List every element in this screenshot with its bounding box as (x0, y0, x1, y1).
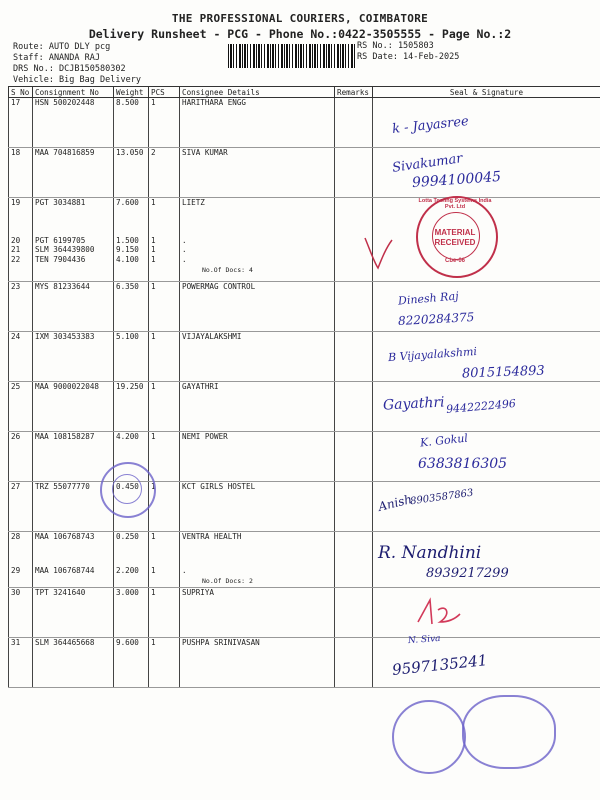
vehicle-label: Vehicle: Big Bag Delivery (13, 75, 141, 85)
consignment-number-cell (33, 532, 114, 588)
pieces-cell (149, 332, 180, 382)
pieces-cell (149, 282, 180, 332)
consignee-name-cell (180, 98, 335, 148)
table-row (9, 282, 600, 332)
table-row (9, 148, 600, 198)
pieces: 1 (151, 482, 156, 491)
serial-number-cell (9, 532, 33, 588)
col-header-consignment: Consignment No (33, 87, 114, 98)
consignee-name: VENTRA HEALTH (182, 532, 242, 541)
pieces: 1 (151, 565, 156, 575)
consignee-name: SUPRIYA (182, 587, 215, 597)
signature: Anish (376, 492, 414, 514)
consignment-number-cell (33, 332, 114, 382)
company-title: THE PROFESSIONAL COURIERS, COIMBATORE (171, 12, 429, 25)
serial-number: 20 (11, 235, 21, 245)
table-row (9, 98, 600, 148)
signature: k - Jayasree (391, 114, 470, 137)
seal-line2: RECEIVED (434, 238, 476, 247)
consignment-number: MAA 106768743 (35, 532, 95, 541)
pieces: 2 (151, 148, 156, 157)
serial-number: 26 (11, 432, 21, 441)
consignee-name: NEMI POWER (182, 432, 228, 441)
remarks-cell (335, 98, 373, 148)
tick-mark (360, 230, 400, 275)
serial-number: 18 (11, 148, 21, 157)
serial-number-cell (9, 98, 33, 148)
pieces: 1 (151, 382, 156, 391)
docs-count: No.Of Docs: 4 (202, 266, 253, 274)
seal-line1: MATERIAL (434, 228, 476, 237)
serial-number: 23 (11, 282, 21, 291)
consignment-number: SLM 364465668 (35, 637, 95, 647)
serial-number: 22 (11, 254, 21, 264)
serial-number-cell (9, 198, 33, 282)
pieces-cell (149, 432, 180, 482)
serial-number-cell (9, 382, 33, 432)
weight: 5.100 (116, 332, 139, 341)
pieces-cell (149, 637, 180, 687)
runsheet-meta-right (357, 41, 459, 63)
consignment-number: MYS 81233644 (35, 282, 90, 291)
weight-cell (114, 282, 149, 332)
pieces-cell (149, 587, 180, 637)
weight-cell (114, 198, 149, 282)
consignee-name: . (182, 565, 187, 575)
serial-number-cell (9, 432, 33, 482)
weight: 3.000 (116, 587, 139, 597)
col-header-consignee: Consignee Details (180, 87, 335, 98)
pieces: 1 (151, 98, 156, 107)
consignee-name: KCT GIRLS HOSTEL (182, 482, 256, 491)
weight-cell (114, 637, 149, 687)
remarks-cell (335, 432, 373, 482)
signature-phone: 8015154893 (461, 363, 545, 382)
consignee-name: VIJAYALAKSHMI (182, 332, 242, 341)
pieces: 1 (151, 282, 156, 291)
pieces-cell (149, 148, 180, 198)
consignee-name: . (182, 245, 187, 254)
weight: 6.350 (116, 282, 139, 291)
pieces: 1 (151, 332, 156, 341)
table-row (9, 198, 600, 282)
signature-phone: 6383816305 (418, 456, 508, 472)
pieces: 1 (151, 532, 156, 541)
consignee-name-cell (180, 198, 335, 282)
rs-date: RS Date: 14-Feb-2025 (357, 52, 460, 62)
signature-phone: 9442222496 (445, 396, 517, 417)
serial-number-cell (9, 587, 33, 637)
serial-number: 29 (11, 565, 21, 575)
col-header-weight: Weight (114, 87, 149, 98)
consignee-name-cell (180, 587, 335, 637)
consignee-name: LIETZ (182, 198, 205, 207)
consignee-name: GAYATHRI (182, 382, 219, 391)
consignment-number-cell (33, 432, 114, 482)
consignment-number-cell (33, 382, 114, 432)
seal-city: Cbe-06 (444, 258, 465, 264)
col-header-remarks: Remarks (335, 87, 373, 98)
weight-cell (114, 532, 149, 588)
consignment-number: HSN 500202448 (35, 98, 95, 107)
serial-number-cell (9, 637, 33, 687)
weight: 8.500 (116, 98, 139, 107)
signature: Dinesh Raj (397, 289, 460, 308)
weight-cell (114, 98, 149, 148)
consignee-name-cell (180, 282, 335, 332)
runsheet-table (8, 86, 600, 688)
remarks-cell (335, 482, 373, 532)
pieces-cell (149, 198, 180, 282)
weight: 19.250 (116, 382, 144, 391)
pieces: 1 (151, 432, 156, 441)
serial-number-cell (9, 282, 33, 332)
consignment-number-cell (33, 148, 114, 198)
serial-number-cell (9, 332, 33, 382)
remarks-cell (335, 282, 373, 332)
rs-number: RS No.: 1505803 (357, 41, 434, 51)
table-row (9, 532, 600, 588)
remarks-cell (335, 332, 373, 382)
weight: 7.600 (116, 198, 139, 207)
serial-number: 24 (11, 332, 21, 341)
serial-number: 21 (11, 245, 21, 254)
consignee-name-cell (180, 637, 335, 687)
weight: 13.050 (116, 148, 144, 157)
runsheet-subtitle: Delivery Runsheet - PCG - Phone No.:0422-3505555 - Page No.:2 (88, 27, 512, 41)
table-row (9, 482, 600, 532)
consignee-name: HARITHARA ENGG (182, 98, 247, 107)
pieces: 1 (151, 637, 156, 647)
remarks-cell (335, 532, 373, 588)
postal-stamp (462, 695, 556, 769)
remarks-cell (335, 587, 373, 637)
col-header-sno: S No (9, 87, 33, 98)
serial-number: 17 (11, 98, 21, 107)
signature-cell (373, 587, 600, 637)
consignee-name-cell (180, 148, 335, 198)
weight-cell (114, 587, 149, 637)
remarks-cell (335, 382, 373, 432)
signature: N. Siva (407, 633, 441, 647)
staff-label: Staff: ANANDA RAJ (13, 53, 100, 63)
consignment-number-cell (33, 637, 114, 687)
table-row (9, 587, 600, 637)
postal-stamp-inner (112, 474, 142, 504)
consignment-number: SLM 364439800 (35, 245, 95, 254)
route-label: Route: AUTO DLY pcg (13, 42, 111, 52)
table-header-row (9, 87, 600, 98)
weight: 4.100 (116, 254, 139, 264)
consignment-number: TPT 3241640 (35, 587, 86, 597)
serial-number: 28 (11, 532, 21, 541)
consignee-name-cell (180, 482, 335, 532)
consignment-number-cell (33, 587, 114, 637)
serial-number: 30 (11, 587, 21, 597)
signature: B Vijayalakshmi (387, 344, 478, 365)
seal-outer-text: Lotta Tooling Systems India Pvt. Ltd (418, 198, 492, 210)
consignee-name: PUSHPA SRINIVASAN (182, 637, 260, 647)
signature: Sivakumar (391, 151, 464, 176)
weight-cell (114, 382, 149, 432)
serial-number: 27 (11, 482, 21, 491)
pieces: 1 (151, 235, 156, 245)
serial-number-cell (9, 148, 33, 198)
consignee-name-cell (180, 432, 335, 482)
pieces: 1 (151, 254, 156, 264)
pieces-cell (149, 98, 180, 148)
signature-phone: 8903587863 (409, 487, 475, 508)
drs-number: DRS No.: DCJB150580302 (13, 64, 126, 74)
remarks-cell (335, 637, 373, 687)
consignment-number: TRZ 55077770 (35, 482, 90, 491)
consignee-name: SIVA KUMAR (182, 148, 228, 157)
pieces: 1 (151, 587, 156, 597)
consignment-number: PGT 3034881 (35, 198, 86, 207)
signature-phone: 8939217299 (426, 566, 509, 581)
weight: 1.500 (116, 235, 139, 245)
consignment-number: PGT 6199705 (35, 235, 86, 245)
docs-count: No.Of Docs: 2 (202, 577, 253, 585)
serial-number: 25 (11, 382, 21, 391)
barcode (228, 44, 356, 68)
pieces: 1 (151, 245, 156, 254)
signature-phone: 9597135241 (391, 651, 489, 679)
signature-phone: 9994100045 (411, 168, 502, 192)
consignment-number: MAA 704816859 (35, 148, 95, 157)
consignee-name: . (182, 254, 187, 264)
runsheet-meta-left (13, 42, 141, 86)
consignment-number: IXM 303453383 (35, 332, 95, 341)
signature: Gayathri (382, 394, 445, 414)
consignment-number: TEN 7904436 (35, 254, 86, 264)
pieces: 1 (151, 198, 156, 207)
signature: K. Gokul (419, 431, 469, 450)
pieces-cell (149, 532, 180, 588)
serial-number: 19 (11, 198, 21, 207)
consignment-number: MAA 106768744 (35, 565, 95, 575)
red-scribble (410, 592, 470, 637)
col-header-signature: Seal & Signature (373, 87, 600, 98)
col-header-pcs: PCS (149, 87, 180, 98)
weight: 0.250 (116, 532, 139, 541)
weight-cell (114, 148, 149, 198)
serial-number-cell (9, 482, 33, 532)
consignee-name-cell (180, 332, 335, 382)
postal-stamp (392, 700, 466, 774)
consignee-name-cell (180, 532, 335, 588)
signature: R. Nandhini (378, 543, 482, 563)
table-row (9, 637, 600, 687)
consignee-name: POWERMAG CONTROL (182, 282, 256, 291)
weight: 2.200 (116, 565, 139, 575)
weight: 4.200 (116, 432, 139, 441)
pieces-cell (149, 382, 180, 432)
weight: 9.600 (116, 637, 139, 647)
consignment-number-cell (33, 198, 114, 282)
consignment-number: MAA 108158287 (35, 432, 95, 441)
consignee-name-cell (180, 382, 335, 432)
table-row (9, 432, 600, 482)
signature-phone: 8220284375 (397, 310, 475, 328)
serial-number: 31 (11, 637, 21, 647)
consignment-number: MAA 9000022048 (35, 382, 100, 391)
consignment-number-cell (33, 282, 114, 332)
weight-cell (114, 332, 149, 382)
consignee-name: . (182, 235, 187, 245)
consignment-number-cell (33, 98, 114, 148)
remarks-cell (335, 148, 373, 198)
weight: 9.150 (116, 245, 139, 254)
weight: 0.450 (116, 482, 139, 491)
